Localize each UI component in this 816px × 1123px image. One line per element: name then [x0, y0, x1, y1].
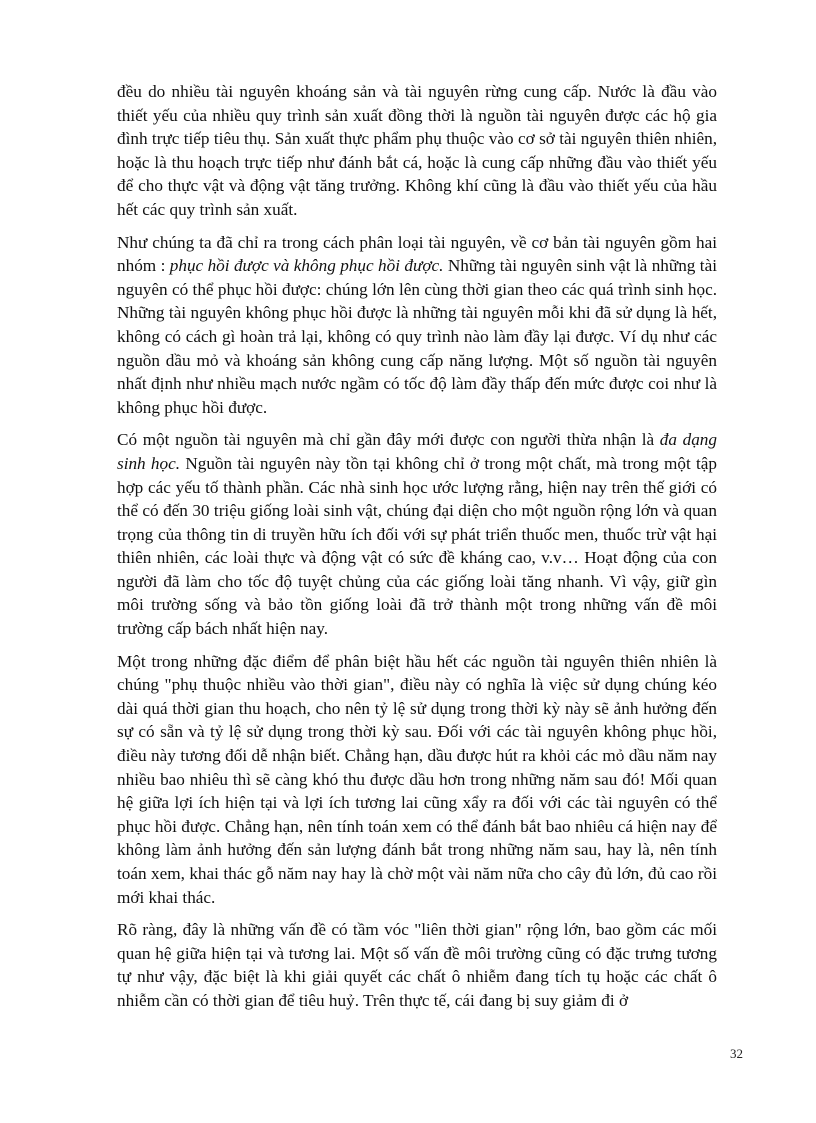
paragraph-text: đều do nhiều tài nguyên khoáng sản và tài nguyên rừng cung cấp. Nước là đầu vào thiết yếu của nhiều quy trình sản xuất đồng thời là nguồn tài nguyên được các hộ gia đình trực tiếp tiêu thụ. Sản xuất thực phẩm phụ thuộc vào cơ sở tài nguyên thiên nhiên, hoặc là thu hoạch trực tiếp như đánh bắt cá, hoặc là cung cấp những đầu vào thiết yếu để cho thực vật và động vật tăng trưởng. Không khí cũng là đầu vào thiết yếu của hầu hết các quy trình sản xuất. — [117, 82, 717, 219]
paragraph-3 — [117, 428, 717, 640]
paragraph-5 — [117, 918, 717, 1012]
paragraph-text: Như chúng ta đã chỉ ra trong cách phân loại tài nguyên, về cơ bản tài nguyên gồm hai nhóm : — [117, 232, 717, 276]
paragraph-text: Những tài nguyên sinh vật là những tài nguyên có thể phục hồi được: chúng lớn lên cùng thời gian theo các quá trình sinh học. Những tài nguyên không phục hồi được là những tài nguyên mỗi khi đã sử dụng là hết, không có cách gì hoàn trả lại, không có quy trình nào làm đầy lại được. Ví dụ như các nguồn dầu mỏ và khoáng sản không cung cấp năng lượng. Một số nguồn tài nguyên nhất định như nhiều mạch nước ngầm có tốc độ làm đầy thấp đến mức được coi như là không phục hồi được. — [117, 256, 717, 417]
italic-term: phục hồi được và không phục hồi được. — [169, 256, 444, 276]
paragraph-text: Có một nguồn tài nguyên mà chỉ gần đây mới được con người thừa nhận là — [117, 430, 660, 450]
paragraph-4 — [117, 650, 717, 910]
paragraph-text: Nguồn tài nguyên này tồn tại không chỉ ở trong một chất, mà trong một tập hợp các yếu tố thành phần. Các nhà sinh học ước lượng rằng, hiện nay trên thế giới có thể có đến 30 triệu giống loài sinh vật, chúng đại diện cho một nguồn rộng lớn và quan trọng của thông tin di truyền hữu ích đối với sự phát triển thuốc men, thuốc trừ vật hại thiên nhiên, các loài thực và động vật có sức đề kháng cao, v.v… Hoạt động của con người đã làm cho tốc độ tuyệt chủng của các giống loài tăng nhanh. Vì vậy, giữ gìn môi trường sống và bảo tồn giống loài đã trở thành một trong những vấn đề môi trường cấp bách nhất hiện nay. — [117, 453, 717, 639]
paragraph-2 — [117, 231, 717, 420]
page-number: 32 — [730, 1046, 743, 1061]
document-body — [117, 80, 717, 1022]
paragraph-text: Rõ ràng, đây là những vấn đề có tầm vóc "liên thời gian" rộng lớn, bao gồm các mối quan hệ giữa hiện tại và tương lai. Một số vấn đề môi trường cũng có đặc trưng tương tự như vậy, đặc biệt là khi giải quyết các chất ô nhiễm đang tích tụ hoặc các chất ô nhiễm cần có thời gian để tiêu huỷ. Trên thực tế, cái đang bị suy giảm đi ở — [117, 920, 717, 1010]
paragraph-text: Một trong những đặc điểm để phân biệt hầu hết các nguồn tài nguyên thiên nhiên là chúng "phụ thuộc nhiều vào thời gian", điều này có nghĩa là việc sử dụng chúng kéo dài quá thời gian thu hoạch, cho nên tỷ lệ sử dụng trong thời kỳ này sẽ ảnh hưởng đến sự có sẵn và tỷ lệ sử dụng trong thời kỳ sau. Đối với các tài nguyên không phục hồi, điều này tương đối dễ nhận biết. Chẳng hạn, dầu được hút ra khỏi các mỏ dầu năm nay nhiều bao nhiêu thì sẽ càng khó thu được dầu hơn trong những năm sau đó! Mối quan hệ giữa lợi ích hiện tại và lợi ích tương lai cũng xẩy ra đối với các tài nguyên có thể phục hồi được. Chẳng hạn, nên tính toán xem có thể đánh bắt bao nhiêu cá hiện nay để không làm ảnh hưởng đến sản lượng đánh bắt trong những năm sau, hay là, nên tính toán xem, khai thác gỗ năm nay hay là chờ một vài năm nữa cho cây đủ lớn, đủ cao rồi mới khai thác. — [117, 651, 717, 907]
paragraph-1 — [117, 80, 717, 222]
italic-term: đa dạng sinh học. — [117, 430, 717, 473]
